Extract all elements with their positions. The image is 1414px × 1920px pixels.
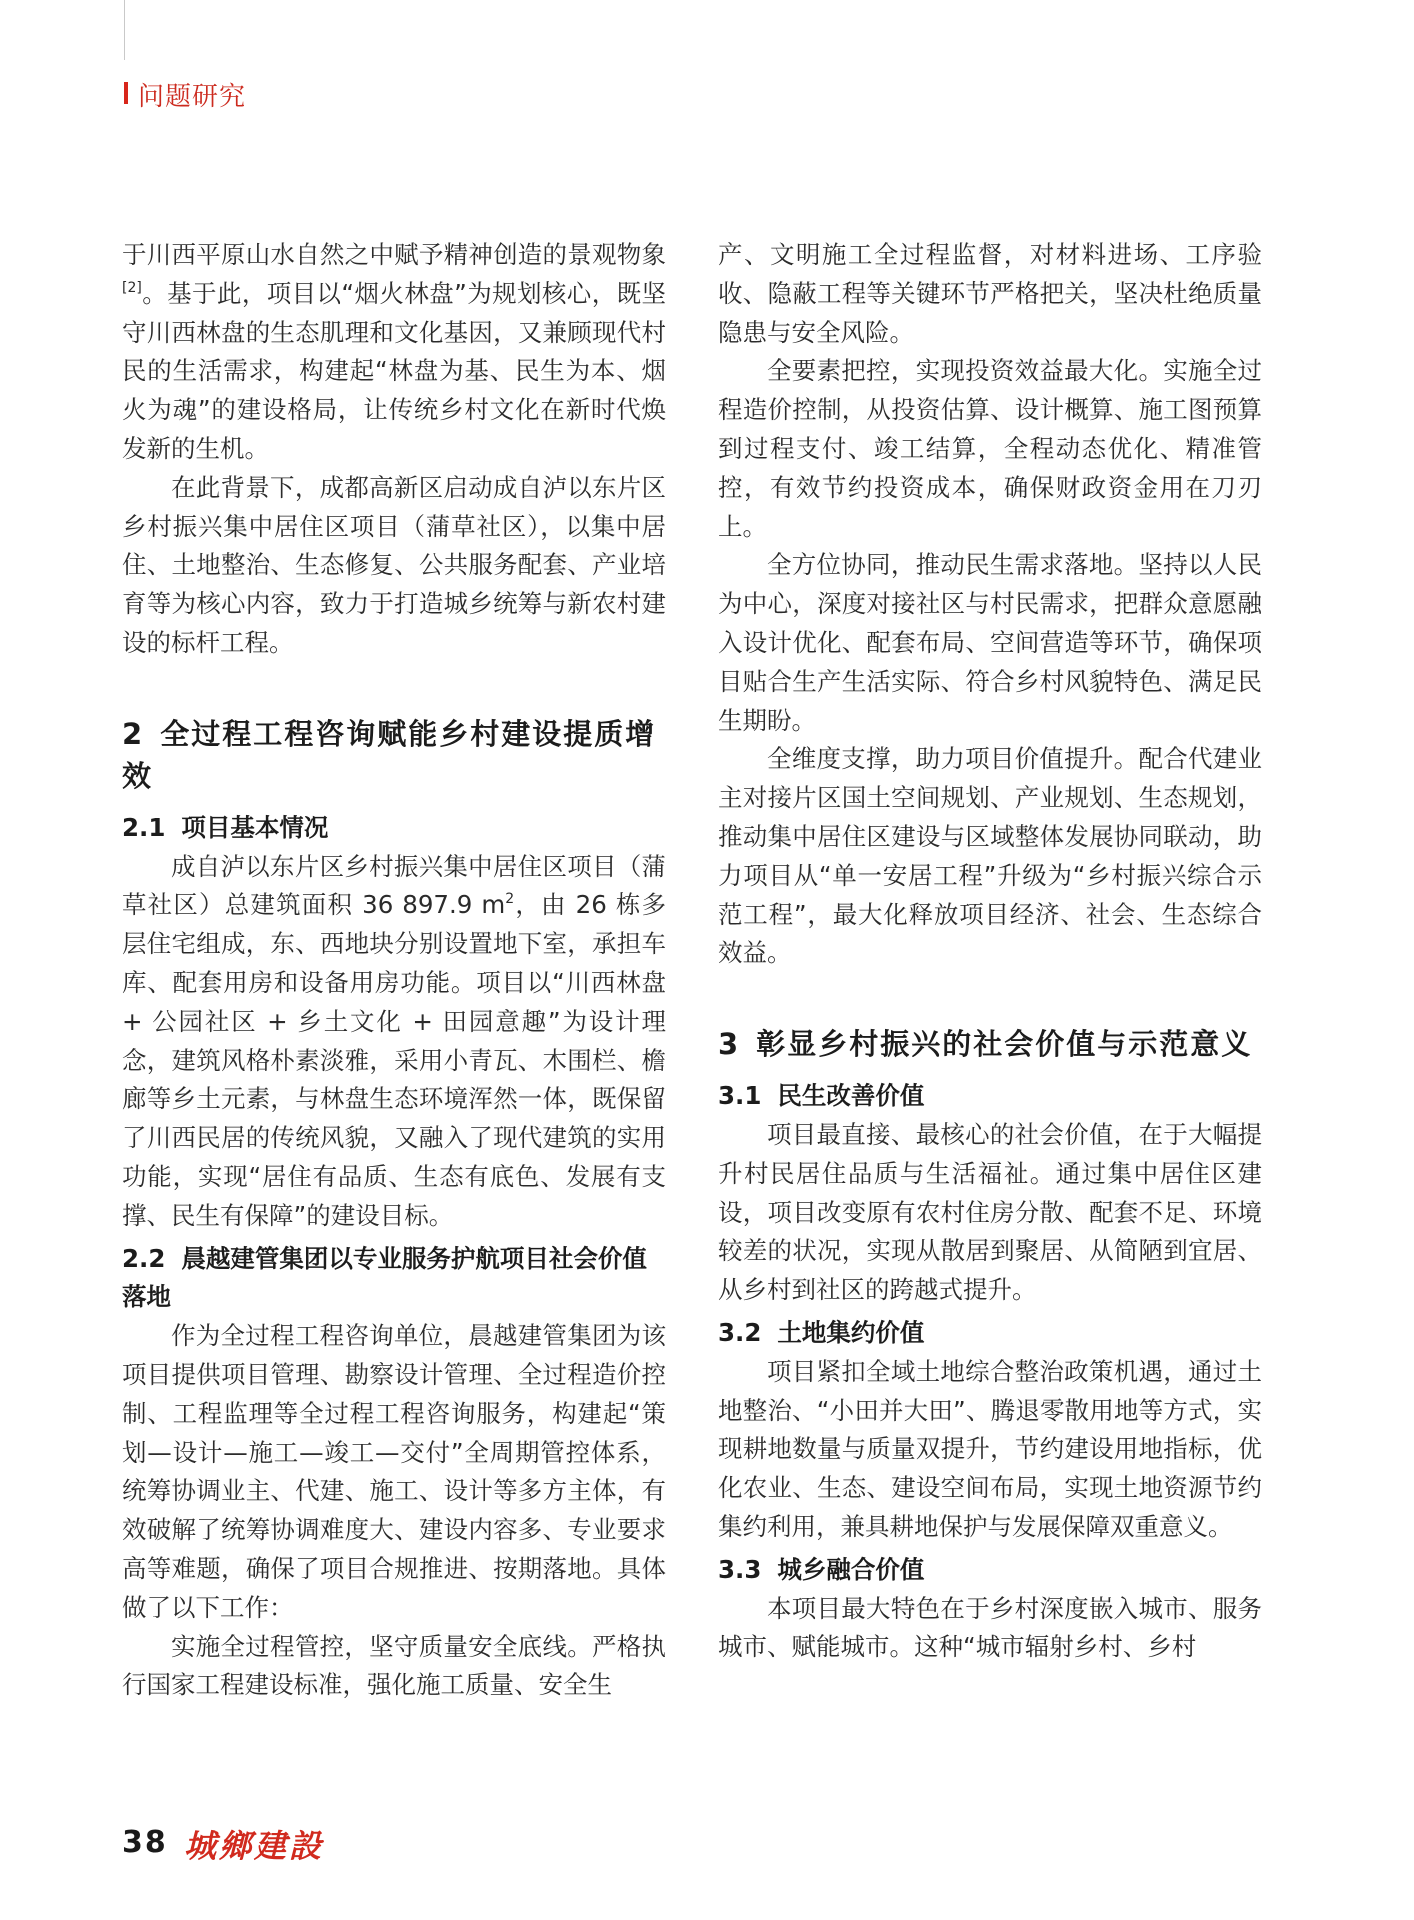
section-heading: 3 彰显乡村振兴的社会价值与示范意义 bbox=[718, 1027, 1253, 1062]
paragraph: 作为全过程工程咨询单位，晨越建管集团为该项目提供项目管理、勘察设计管理、全过程造价控制、工程监理等全过程工程咨询服务，构建起“策划—设计—施工—竣工—交付”全周期管控体系，统筹协调业主、代建、施工、设计等多方主体，有效破解了统筹协调难度大、建设内容多、专业要求高等难题，确保了项目合规推进、按期落地。具体做了以下工作： bbox=[122, 1321, 666, 1622]
right-column bbox=[718, 236, 1262, 1667]
left-column bbox=[122, 236, 666, 1705]
journal-logo: 城鄉建設 bbox=[184, 1827, 325, 1865]
page-edge-rule bbox=[124, 0, 125, 60]
page-number: 38 bbox=[122, 1825, 168, 1860]
superscript: 2 bbox=[505, 891, 515, 908]
paragraph: 项目紧扣全域土地综合整治政策机遇，通过土地整治、“小田并大田”、腾退零散用地等方式，实现耕地数量与质量双提升，节约建设用地指标，优化农业、生态、建设空间布局，实现土地资源节约集约利用，兼具耕地保护与发展保障双重意义。 bbox=[718, 1356, 1262, 1541]
paragraph: 在此背景下，成都高新区启动成自泸以东片区乡村振兴集中居住区项目（蒲草社区），以集中居住、土地整治、生态修复、公共服务配套、产业培育等为核心内容，致力于打造城乡统筹与新农村建设的标杆工程。 bbox=[122, 472, 666, 657]
paragraph: 全方位协同，推动民生需求落地。坚持以人民为中心，深度对接社区与村民需求，把群众意愿融入设计优化、配套布局、空间营造等环节，确保项目贴合生产生活实际、符合乡村风貌特色、满足民生期盼。 bbox=[718, 550, 1262, 735]
paragraph: 成自泸以东片区乡村振兴集中居住区项目（蒲草社区）总建筑面积 36 897.9 $m^2$，由 26 栋多层住宅组成，东、西地块分别设置地下室，承担车库、配套用房和设备用房功能。项目以“川西林盘 + 公园社区 + 乡土文化 + 田园意趣”为设计理念，建筑风格朴素淡雅，采用小青瓦、木围栏、檐廊等乡土元素，与林盘生态环境浑然一体，既保留了川西民居的传统风貌，又融入了现代建筑的实用功能，实现“居住有品质、生态有底色、发展有支撑、民生有保障”的建设目标。 bbox=[122, 851, 666, 1230]
subsection-heading: 2.1 项目基本情况 bbox=[122, 812, 329, 842]
paragraph: 实施全过程管控，坚守质量安全底线。严格执行国家工程建设标准，强化施工质量、安全生 bbox=[122, 1631, 666, 1700]
paragraph: 全要素把控，实现投资效益最大化。实施全过程造价控制，从投资估算、设计概算、施工图预算到过程支付、竣工结算，全程动态优化、精准管控，有效节约投资成本，确保财政资金用在刀刃上。 bbox=[718, 356, 1262, 541]
paragraph: 本项目最大特色在于乡村深度嵌入城市、服务城市、赋能城市。这种“城市辐射乡村、乡村 bbox=[718, 1593, 1262, 1662]
paragraph: 产、文明施工全过程监督，对材料进场、工序验收、隐蔽工程等关键环节严格把关，坚决杜绝质量隐患与安全风险。 bbox=[718, 240, 1262, 347]
subsection-heading: 3.2 土地集约价值 bbox=[718, 1317, 925, 1347]
paragraph: 项目最直接、最核心的社会价值，在于大幅提升村民居住品质与生活福祉。通过集中居住区建设，项目改变原有农村住房分散、配套不足、环境较差的状况，实现从散居到聚居、从简陋到宜居、从乡村到社区的跨越式提升。 bbox=[718, 1119, 1262, 1305]
subsection-heading: 3.3 城乡融合价值 bbox=[718, 1554, 925, 1584]
paragraph: 全维度支撑，助力项目价值提升。配合代建业主对接片区国土空间规划、产业规划、生态规划，推动集中居住区建设与区域整体发展协同联动，助力项目从“单一安居工程”升级为“乡村振兴综合示范工程”，最大化释放项目经济、社会、生态综合效益。 bbox=[718, 744, 1262, 968]
column-name: 问题研究 bbox=[138, 82, 247, 112]
subsection-heading: 2.2 晨越建管集团以专业服务护航项目社会价值落地 bbox=[122, 1243, 647, 1312]
column-marker bbox=[124, 82, 128, 104]
paragraph: 于川西平原山水自然之中赋予精神创造的景观物象[2]。基于此，项目以“烟火林盘”为规划核心，既坚守川西林盘的生态肌理和文化基因，又兼顾现代村民的生活需求，构建起“林盘为基、民生为本、烟火为魂”的建设格局，让传统乡村文化在新时代焕发新的生机。 bbox=[122, 240, 666, 463]
section-heading: 2 全过程工程咨询赋能乡村建设提质增效 bbox=[122, 716, 657, 793]
citation: [2] bbox=[122, 279, 142, 296]
subsection-heading: 3.1 民生改善价值 bbox=[718, 1081, 925, 1111]
